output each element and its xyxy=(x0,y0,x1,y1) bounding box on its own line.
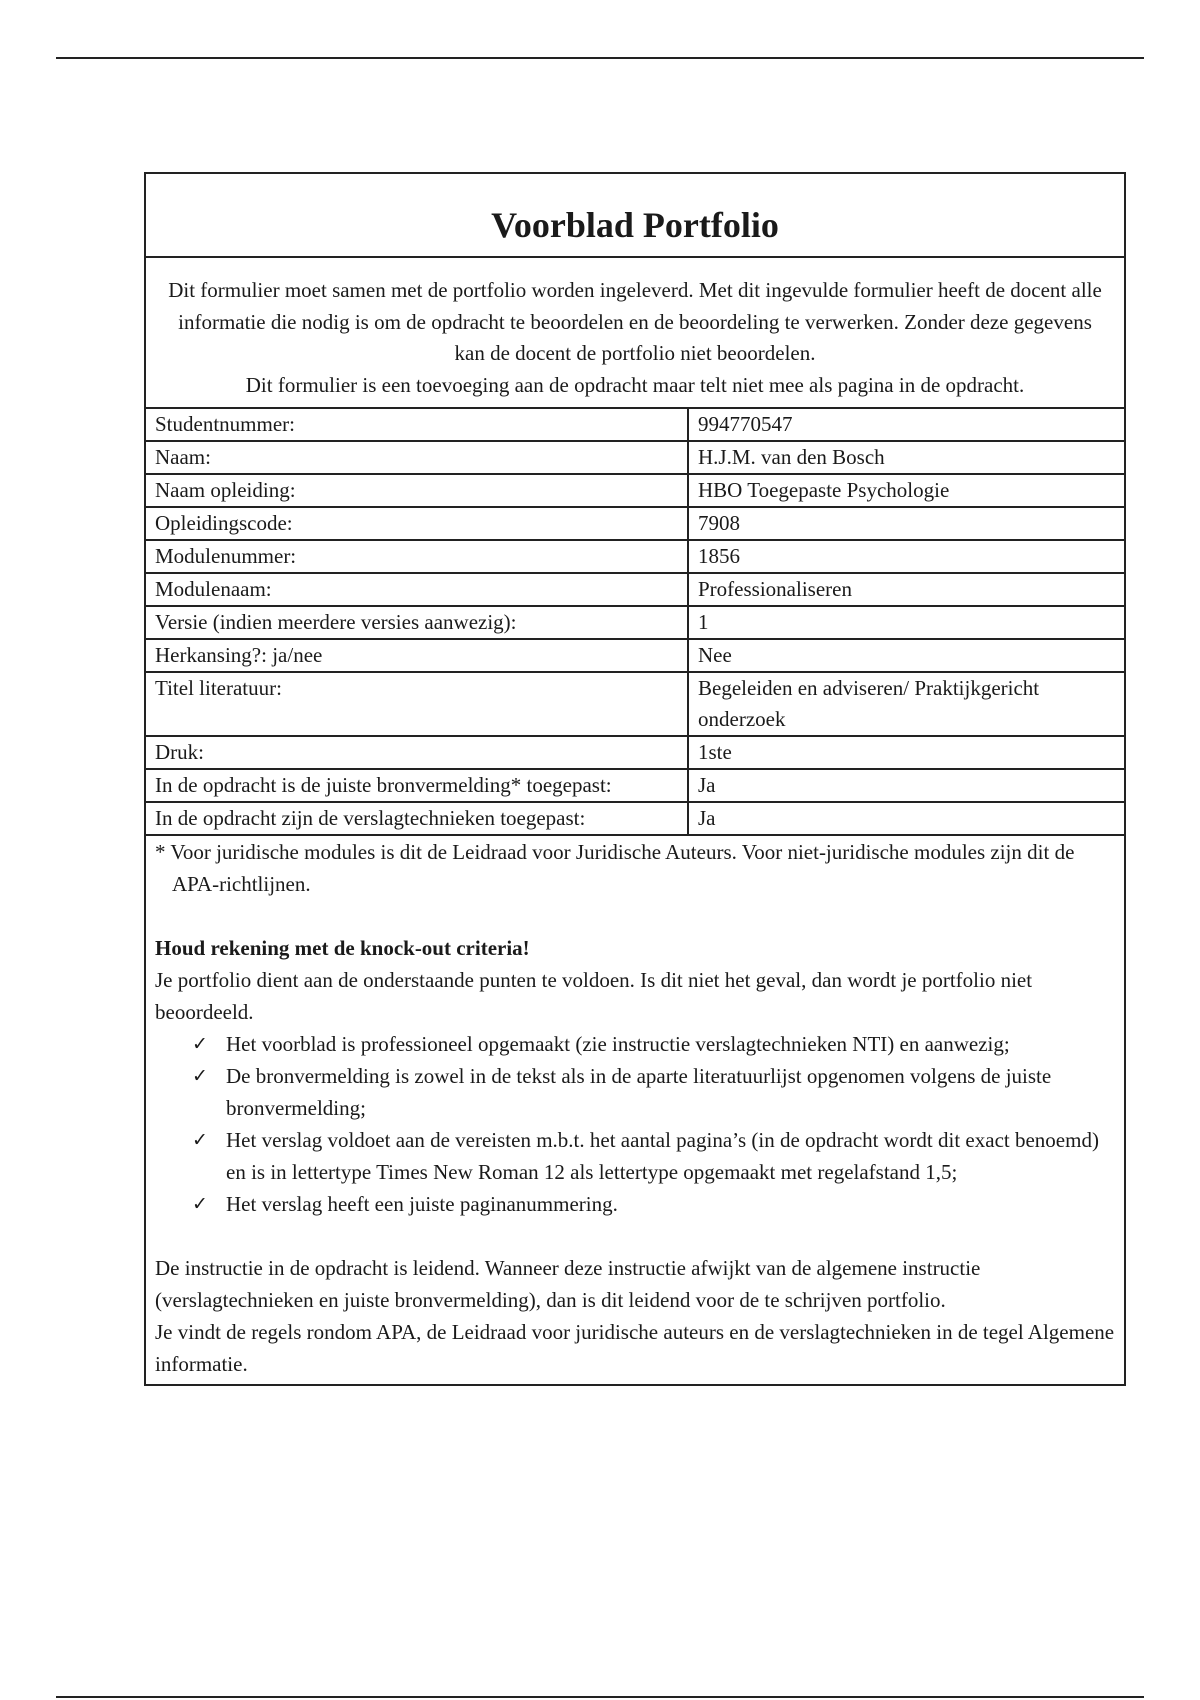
table-row xyxy=(146,606,1124,639)
field-value: Ja xyxy=(688,802,1124,835)
list-item-text: Het verslag voldoet aan de vereisten m.b.t. het aantal pagina’s (in de opdracht wordt dit exact benoemd) en is in lettertype Times New Roman 12 als lettertype opgemaakt met regelafstand 1,5; xyxy=(226,1128,1099,1184)
table-row xyxy=(146,474,1124,507)
field-value: 1ste xyxy=(688,736,1124,769)
field-value: Ja xyxy=(688,769,1124,802)
field-label: Naam: xyxy=(146,441,688,474)
list-item-text: Het voorblad is professioneel opgemaakt (zie instructie verslagtechnieken NTI) en aanwezig; xyxy=(226,1032,1010,1056)
knockout-list xyxy=(155,1028,1115,1220)
field-label: Herkansing?: ja/nee xyxy=(146,639,688,672)
field-value: 994770547 xyxy=(688,409,1124,441)
table-row xyxy=(146,409,1124,441)
list-item xyxy=(192,1028,1115,1060)
field-label: Naam opleiding: xyxy=(146,474,688,507)
title-box xyxy=(146,174,1124,258)
spacer xyxy=(155,900,1115,932)
intro-paragraph: Dit formulier is een toevoeging aan de opdracht maar telt niet mee als pagina in de opdracht. xyxy=(245,372,1025,397)
knockout-intro: Je portfolio dient aan de onderstaande punten te voldoen. Is dit niet het geval, dan wordt je portfolio niet beoordeeld. xyxy=(155,968,1033,1024)
list-item-text: De bronvermelding is zowel in de tekst als in de aparte literatuurlijst opgenomen volgens de juiste bronvermelding; xyxy=(226,1064,1052,1120)
table-row xyxy=(146,802,1124,835)
checkmark-icon: ✓ xyxy=(192,1129,208,1151)
table-row xyxy=(146,573,1124,606)
checkmark-icon: ✓ xyxy=(192,1033,208,1055)
page-title: Voorblad Portfolio xyxy=(491,205,779,245)
bottom-rule xyxy=(56,1696,1144,1698)
checkmark-icon: ✓ xyxy=(192,1065,208,1087)
field-label: Modulenummer: xyxy=(146,540,688,573)
fields-table xyxy=(146,409,1124,836)
field-value: 1856 xyxy=(688,540,1124,573)
field-value: HBO Toegepaste Psychologie xyxy=(688,474,1124,507)
field-label: Titel literatuur: xyxy=(146,672,688,736)
spacer xyxy=(155,1220,1115,1252)
field-label: Druk: xyxy=(146,736,688,769)
table-row xyxy=(146,639,1124,672)
list-item xyxy=(192,1124,1115,1188)
checkmark-icon: ✓ xyxy=(192,1193,208,1215)
table-row xyxy=(146,736,1124,769)
list-item-text: Het verslag heeft een juiste paginanummering. xyxy=(226,1192,618,1216)
field-label: Opleidingscode: xyxy=(146,507,688,540)
table-row xyxy=(146,769,1124,802)
field-value: 7908 xyxy=(688,507,1124,540)
table-row xyxy=(146,441,1124,474)
cover-form xyxy=(144,172,1126,1386)
field-label: In de opdracht zijn de verslagtechnieken toegepast: xyxy=(146,802,688,835)
intro-text xyxy=(146,258,1124,409)
table-row xyxy=(146,540,1124,573)
notes-section xyxy=(146,836,1124,1384)
footnote: * Voor juridische modules is dit de Leidraad voor Juridische Auteurs. Voor niet-juridische modules zijn dit de APA-richtlijnen. xyxy=(155,840,1075,896)
table-row xyxy=(146,672,1124,736)
field-value: Professionaliseren xyxy=(688,573,1124,606)
closing-paragraph: Je vindt de regels rondom APA, de Leidraad voor juridische auteurs en de verslagtechnieken in de tegel Algemene informatie. xyxy=(155,1320,1115,1376)
knockout-heading: Houd rekening met de knock-out criteria! xyxy=(155,936,530,960)
field-value: Nee xyxy=(688,639,1124,672)
field-value: Begeleiden en adviseren/ Praktijkgericht onderzoek xyxy=(688,672,1124,736)
field-value: H.J.M. van den Bosch xyxy=(688,441,1124,474)
field-label: Studentnummer: xyxy=(146,409,688,441)
field-label: In de opdracht is de juiste bronvermelding* toegepast: xyxy=(146,769,688,802)
field-label: Versie (indien meerdere versies aanwezig): xyxy=(146,606,688,639)
top-rule xyxy=(56,57,1144,59)
list-item xyxy=(192,1060,1115,1124)
list-item xyxy=(192,1188,1115,1220)
closing-paragraph: De instructie in de opdracht is leidend. Wanneer deze instructie afwijkt van de algemene instructie (verslagtechnieken en juiste bronvermelding), dan is dit leidend voor de te schrijven portfolio. xyxy=(155,1256,981,1312)
intro-paragraph: Dit formulier moet samen met de portfolio worden ingeleverd. Met dit ingevulde formulier heeft de docent alle informatie die nodig is om de opdracht te beoordelen en de beoordeling te verwerken. Zonder deze gegevens kan de docent de portfolio niet beoordelen. xyxy=(168,278,1102,365)
field-value: 1 xyxy=(688,606,1124,639)
table-row xyxy=(146,507,1124,540)
field-label: Modulenaam: xyxy=(146,573,688,606)
